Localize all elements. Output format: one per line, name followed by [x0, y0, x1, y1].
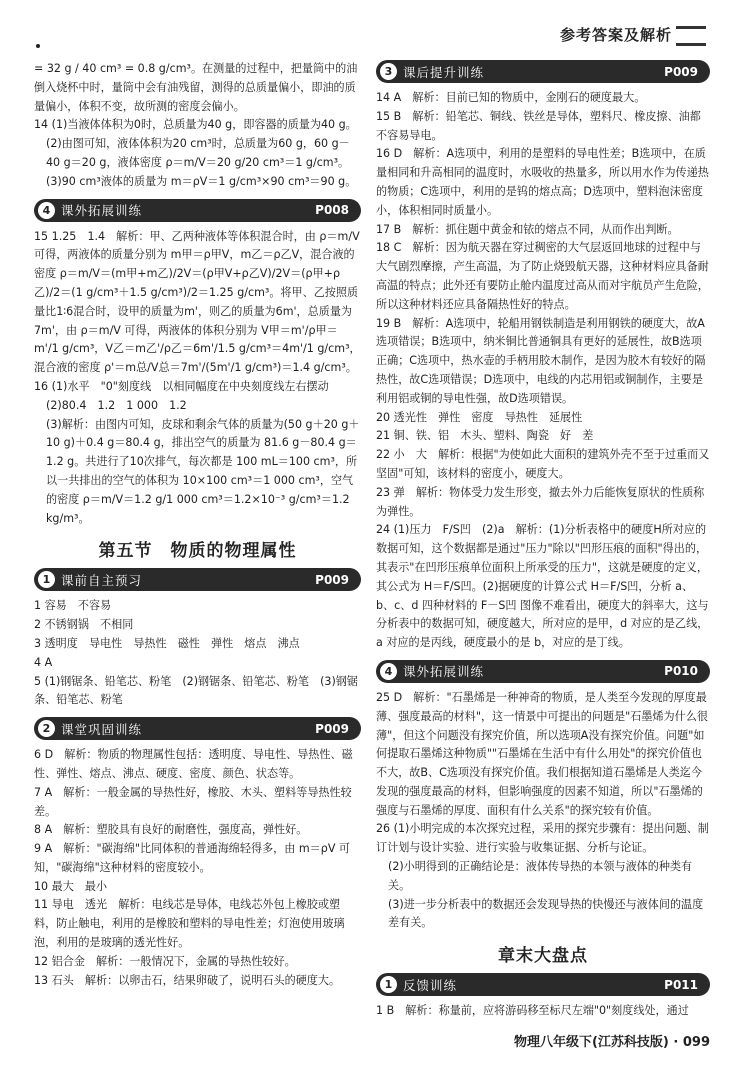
page-footer: 物理八年级下(江苏科技版) · 099 [513, 1035, 710, 1050]
answer-text: = 32 g / 40 cm³ = 0.8 g/cm³。在测量的过程中，把量筒中的油倒入烧杯中时，量筒中会有油残留，测得的总质量偏小，即油的质量偏小，体积不变，故所测的密度会偏小。 [34, 62, 358, 113]
answer-item: 16 D 解析：A选项中，利用的是塑料的导电性差；B选项中，在质量相同和升高相同的温度时，水吸收的热量多，所以用水作为传递热的物质；C选项中，利用的是钨的熔点高；D选项中，塑料泡沫密度小，体积相同时质量小。 [376, 147, 709, 217]
page-code: P009 [315, 721, 349, 736]
section-number-badge: 4 [380, 663, 397, 680]
right-column [376, 60, 710, 1021]
section-number-badge: 1 [38, 571, 55, 588]
section-bar-feedback [376, 973, 710, 996]
header-title: 参考答案及解析 [559, 26, 672, 44]
page-header [560, 24, 706, 46]
answer-text: (2)小明得到的正确结论是：液体传导热的本领与液体的种类有关。 [388, 860, 693, 892]
answer-item: 24 (1)压力 F/S凹 (2)a 解析：(1)分析表格中的硬度H所对应的数据可知，这个数据都是通过"压力"除以"凹形压痕的面积"得出的，其表示"在凹形压痕单位面积上所承受的压力"，这就是硬度的定义，其公式为 H＝F/S凹。(2)据硬度的计算公式 H＝F/S凹，分析 a、b、c、d 四种材料的 F－S凹 图像不难看出，硬度大的斜率大，这与分析表中的数据可知，硬度越大，所对应的是甲，d 对应的是乙线，a 对应的是丙线，硬度最小的是 b，对应的是丁线。 [376, 523, 709, 650]
answer-item: 18 C 解析：因为航天器在穿过稠密的大气层返回地球的过程中与大气剧烈摩擦，产生高温，为了防止烧毁航天器，这种材料应具备耐高温的特点；此外还有要防止舱内温度过高从而对宇航员产生危险，所以这种材料还应具备隔热性好的特点。 [376, 241, 709, 311]
answer-item: 14 (1)当液体体积为0时，总质量为40 g，即容器的质量为40 g。 [34, 118, 357, 132]
answer-item: 6 D 解析：物质的物理属性包括：透明度、导电性、导热性、磁性、弹性、熔点、沸点、硬度、密度、颜色、状态等。 [34, 748, 353, 780]
answer-item: 9 A 解析："碳海绵"比同体积的普通海绵轻得多，由 m＝ρV 可知，"碳海绵"这种材料的密度较小。 [34, 842, 351, 874]
corner-dot [36, 44, 40, 48]
section-bar-title: 课外拓展训练 [403, 664, 485, 680]
answer-item: 4 A [34, 655, 53, 669]
page-code: P011 [664, 977, 698, 992]
answer-item: 7 A 解析：一般金属的导热性好，橡胶、木头、塑料等导热性较差。 [34, 785, 352, 818]
answer-item: 1 B 解析：称量前，应将游码移至标尺左端"0"刻度线处，通过 [376, 1004, 689, 1018]
answer-item: 25 D 解析："石墨烯是一种神奇的物质，是人类至今发现的厚度最薄、强度最高的材料"，这一情景中可提出的问题是"石墨烯为什么很薄"，但这个问题没有探究价值，所以选项A没有探究价值。问题"如何提取石墨烯这种物质""石墨烯在生活中有什么用处"的探究价值也不大，故B、C选项没有探究价值。我们根据知道石墨烯是人类迄今发现的强度最高的材料，但影响强度的因素不知道，所以"石墨烯的强度与石墨烯的厚度、面积有什么关系"的探究较有价值。 [376, 690, 708, 817]
section-number-badge: 3 [380, 63, 397, 80]
section-bar-title: 课后提升训练 [403, 64, 485, 80]
answer-item: 19 B 解析：A选项中，轮船用钢铁制造是利用钢铁的硬度大，故A选项错误；B选项中，纳米铜比普通铜具有更好的延展性，故B选项正确；C选项中，热水壶的手柄用胶木制作，是因为胶木有较好的隔热性，故C选项错误；D选项中，电线的内芯用铝或铜制作，主要是利用铝或铜的导电性强，故D选项错误。 [376, 316, 706, 405]
page-code: P009 [315, 572, 349, 587]
section-bar-title: 课外拓展训练 [61, 203, 143, 219]
section-bar-extension-right [376, 660, 710, 683]
answer-item: 26 (1)小明完成的本次探究过程，采用的探究步骤有：提出问题、制订计划与设计实验、进行实验与收集证据、分析与论证。 [376, 822, 709, 855]
answer-text: (2)由图可知，液体体积为20 cm³时，总质量为60 g，60 g－40 g＝20 g，液体密度 ρ＝m/V＝20 g/20 cm³＝1 g/cm³。 [46, 137, 350, 169]
book-stack-icon [676, 26, 706, 46]
page-code: P009 [664, 64, 698, 79]
answer-item: 23 弹 解析：物体受力发生形变，撤去外力后能恢复原状的性质称为弹性。 [376, 485, 705, 518]
section-bar-after-class [376, 60, 710, 83]
section-bar-title: 课堂巩固训练 [61, 721, 143, 737]
page-code: P010 [664, 664, 698, 679]
answer-item: 11 导电 透光 解析：电线芯是导体，电线芯外包上橡胶或塑料，防止触电，利用的是橡胶和塑料的导电性差；灯泡使用玻璃泡，利用的是玻璃的透光性好。 [34, 898, 345, 950]
answer-item: 15 1.25 1.4 解析：甲、乙两种液体等体积混合时，由 ρ＝m/V 可得，两液体的质量分别为 m甲＝ρ甲V，m乙＝ρ乙V，混合液的密度 ρ＝m/V＝(m甲+m乙)/2V＝(ρ甲V+ρ乙V)/2V＝(ρ甲+ρ乙)/2＝(1 g/cm³＋1.5 g/cm³)/2＝1.25 g/cm³。将甲、乙按照质量比1∶6混合时，设甲的质量为m'，则乙的质量为6m'，总质量为7m'，由 ρ＝m/V 可得，两液体的体积分别为 V甲＝m'/ρ甲＝m'/1 g/cm³，V乙＝m乙'/ρ乙＝6m'/1.5 g/cm³＝4m'/1 g/cm³，混合液的密度 ρ'＝m总/V总＝7m'/(5m'/1 g/cm³)＝1.4 g/cm³。 [34, 229, 361, 375]
answer-item: 10 最大 最小 [34, 879, 108, 893]
section-number-badge: 1 [380, 976, 397, 993]
section-bar-classroom [34, 717, 361, 740]
section-number-badge: 4 [38, 202, 55, 219]
section-number-badge: 2 [38, 720, 55, 737]
left-column [34, 60, 361, 990]
answer-text: (3)进一步分析表中的数据还会发现导热的快慢还与液体间的温度差有关。 [388, 897, 704, 930]
page-code: P008 [315, 203, 349, 218]
answer-item: 5 (1)钢锯条、铅笔芯、粉笔 (2)钢锯条、铅笔芯、粉笔 (3)钢锯条、铅笔芯、粉笔 [34, 674, 358, 707]
answer-item: 21 铜、铁、铝 木头、塑料、陶瓷 好 差 [376, 429, 594, 443]
answer-item: 12 铝合金 解析：一般情况下，金属的导热性较好。 [34, 954, 296, 968]
section-bar-extension [34, 199, 361, 222]
answer-item: 14 A 解析：目前已知的物质中，金刚石的硬度最大。 [376, 91, 646, 104]
section-bar-title: 反馈训练 [403, 977, 458, 993]
answer-item: 15 B 解析：铅笔芯、铜线、铁丝是导体，塑料尺、橡皮擦、油都不容易导电。 [376, 109, 701, 142]
chapter-heading: 章末大盘点 [498, 946, 588, 967]
answer-text: (2)80.4 1.2 1 000 1.2 [46, 398, 187, 412]
answer-text: (3)90 cm³液体的质量为 m＝ρV＝1 g/cm³×90 cm³＝90 g。 [46, 174, 357, 188]
answer-item: 22 小 大 解析：根据"为使如此大面积的建筑外壳不至于过重而又坚固"可知，该材料的密度小，硬度大。 [376, 448, 710, 480]
section-bar-title: 课前自主预习 [61, 572, 143, 588]
answer-item: 16 (1)水平 "0"刻度线 以相同幅度在中央刻度线左右摆动 [34, 379, 329, 393]
answer-item: 3 透明度 导电性 导热性 磁性 弹性 熔点 沸点 [34, 636, 300, 650]
section-heading: 第五节 物质的物理属性 [98, 541, 297, 562]
section-bar-preview [34, 568, 361, 591]
answer-item: 2 不锈钢锅 不相同 [34, 618, 134, 632]
answer-text: (3)解析：由图内可知，皮球和剩余气体的质量为(50 g＋20 g＋10 g)＋0.4 g＝80.4 g，排出空气的质量为 81.6 g－80.4 g＝1.2 g。共进行了10次排气，每次都是 100 mL＝100 cm³，所以一共排出的空气的体积为 10×100 cm³＝1 000 cm³，空气的密度 ρ＝m/V＝1.2 g/1 000 cm³＝1.2×10⁻³ g/cm³＝1.2 kg/m³。 [46, 417, 360, 525]
answer-item: 1 容易 不容易 [34, 599, 112, 613]
answer-item: 8 A 解析：塑胶具有良好的耐磨性，强度高，弹性好。 [34, 823, 308, 837]
answer-item: 17 B 解析：抓住题中黄金和铱的熔点不同，从而作出判断。 [376, 222, 679, 236]
answer-item: 13 石头 解析：以卵击石，结果卵破了，说明石头的硬度大。 [34, 973, 341, 987]
answer-item: 20 透光性 弹性 密度 导热性 延展性 [376, 410, 583, 424]
